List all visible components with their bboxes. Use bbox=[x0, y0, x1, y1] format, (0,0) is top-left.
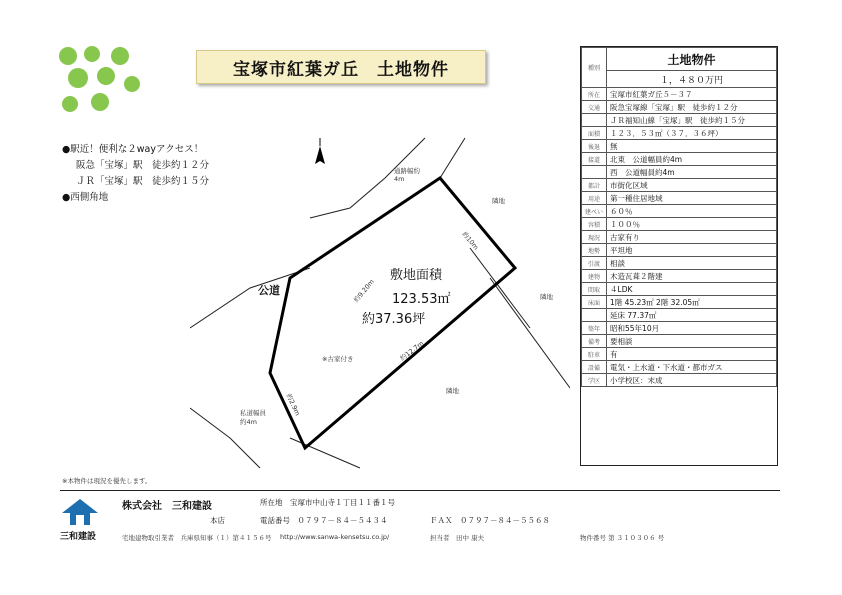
spec-school: 小学校区：末成 bbox=[607, 374, 777, 387]
footer bbox=[60, 490, 780, 549]
spec-price: １，４８０万円 bbox=[607, 71, 777, 88]
feature-4: ●西側角地 bbox=[62, 192, 109, 203]
spec-location: 宝塚市紅葉ガ丘５－３７ bbox=[607, 88, 777, 101]
license: 宅地建物取引業者 兵庫県知事（１）第４１５６号 bbox=[122, 534, 272, 542]
company-logo-icon bbox=[60, 497, 100, 527]
logo-text: 三和建設 bbox=[60, 532, 97, 542]
spec-header: 土地物件 bbox=[607, 48, 777, 71]
spec-note: 要相談 bbox=[607, 335, 777, 348]
side-road-label: 私道幅員約4m bbox=[240, 409, 266, 426]
spec-use: 市街化区域 bbox=[607, 179, 777, 192]
spec-parking: 有 bbox=[607, 348, 777, 361]
page-title: 宝塚市紅葉ガ丘 土地物件 bbox=[196, 50, 486, 84]
spec-station1: 阪急宝塚線「宝塚」駅 徒歩約１２分 bbox=[607, 101, 777, 114]
spec-table: 種別 土地物件 １，４８０万円 所在 宝塚市紅葉ガ丘５－３７ 交通 阪急宝塚線「宝塚」駅 徒歩約１２分 ＪＲ福知山線「宝塚」駅 徒歩約１５分 面積 １２３．５３㎡（３７．３６坪） 後退 無 接道 北東 公道幅員約4m 西 公道幅員約4m 都計 市街化区域 用途 第一種住居地域 建ぺい ６０％ 容積 １００％ 現況 古家有り 地勢 平坦地 引渡 相談 建物 木造瓦葺２階建 間取 ４LDK 床面 1階 45.23㎡ 2階 32.05㎡ 延床 77.37㎡ 築年 昭和55年10月 備考 要相談 駐車 有 設備 電気・上水道・下水道・都市ガス 学区 小学校区：末成 bbox=[580, 46, 778, 466]
leaf-decoration bbox=[56, 44, 146, 124]
dim-label: 約2.9m bbox=[284, 392, 302, 417]
spec-setback: 無 bbox=[607, 140, 777, 153]
feature-2: 阪急「宝塚」駅 徒歩約１２分 bbox=[76, 160, 210, 171]
url: http://www.sanwa-kensetsu.co.jp/ bbox=[280, 533, 390, 541]
branch: 本店 bbox=[210, 516, 225, 525]
spec-layout: ４LDK bbox=[607, 283, 777, 296]
dim-label: 約9.20m bbox=[352, 277, 376, 304]
spec-building: 木造瓦葺２階建 bbox=[607, 270, 777, 283]
area-title: 敷地面積 bbox=[390, 268, 443, 283]
spec-zone: 第一種住居地域 bbox=[607, 192, 777, 205]
spec-floor: 1階 45.23㎡ 2階 32.05㎡ bbox=[607, 296, 777, 309]
spec-transfer: 相談 bbox=[607, 257, 777, 270]
rep: 担当者 田中 康夫 bbox=[430, 534, 485, 542]
spec-floor-total: 延床 77.37㎡ bbox=[607, 309, 777, 322]
neighbor-label: 隣地 bbox=[446, 387, 459, 395]
feature-1: ●駅近！便利な２wayアクセス！ bbox=[62, 144, 204, 155]
area-m2: 123.53㎡ bbox=[392, 292, 451, 307]
area-tsubo: 約37.36坪 bbox=[362, 312, 426, 327]
feature-3: ＪＲ「宝塚」駅 徒歩約１５分 bbox=[76, 176, 210, 187]
fax: ＦＡＸ ０７９７－８４－５５６８ bbox=[430, 516, 550, 525]
spec-terrain: 平坦地 bbox=[607, 244, 777, 257]
ref-no: 物件番号 第 ３１０３０６ 号 bbox=[580, 534, 665, 542]
footer-note: ※本物件は現況を優先します。 bbox=[62, 477, 152, 485]
features bbox=[62, 142, 209, 206]
side-road-label: 通路幅約4m bbox=[394, 167, 420, 183]
neighbor-label: 隣地 bbox=[492, 197, 505, 205]
tel: 電話番号 ０７９７－８４－５４３４ bbox=[260, 516, 388, 525]
spec-area: １２３．５３㎡（３７．３６坪） bbox=[607, 127, 777, 140]
company-name: 株式会社 三和建設 bbox=[122, 501, 212, 512]
spec-current: 古家有り bbox=[607, 231, 777, 244]
spec-built: 昭和55年10月 bbox=[607, 322, 777, 335]
address: 所在地 宝塚市中山寺１丁目１１番１号 bbox=[260, 498, 395, 507]
neighbor-label: 隣地 bbox=[540, 293, 553, 301]
dim-label: 約12.7m bbox=[398, 339, 426, 363]
road-label: 公道 bbox=[258, 284, 280, 297]
dim-label: 約10m bbox=[460, 230, 481, 252]
spec-road2: 西 公道幅員約4m bbox=[607, 166, 777, 179]
old-house-note: ※古家付き bbox=[322, 355, 354, 363]
north-arrow-icon bbox=[315, 138, 325, 164]
spec-coverage: ６０％ bbox=[607, 205, 777, 218]
spec-utilities: 電気・上水道・下水道・都市ガス bbox=[607, 361, 777, 374]
spec-far: １００％ bbox=[607, 218, 777, 231]
spec-road1: 北東 公道幅員約4m bbox=[607, 153, 777, 166]
spec-station2: ＪＲ福知山線「宝塚」駅 徒歩約１５分 bbox=[607, 114, 777, 127]
